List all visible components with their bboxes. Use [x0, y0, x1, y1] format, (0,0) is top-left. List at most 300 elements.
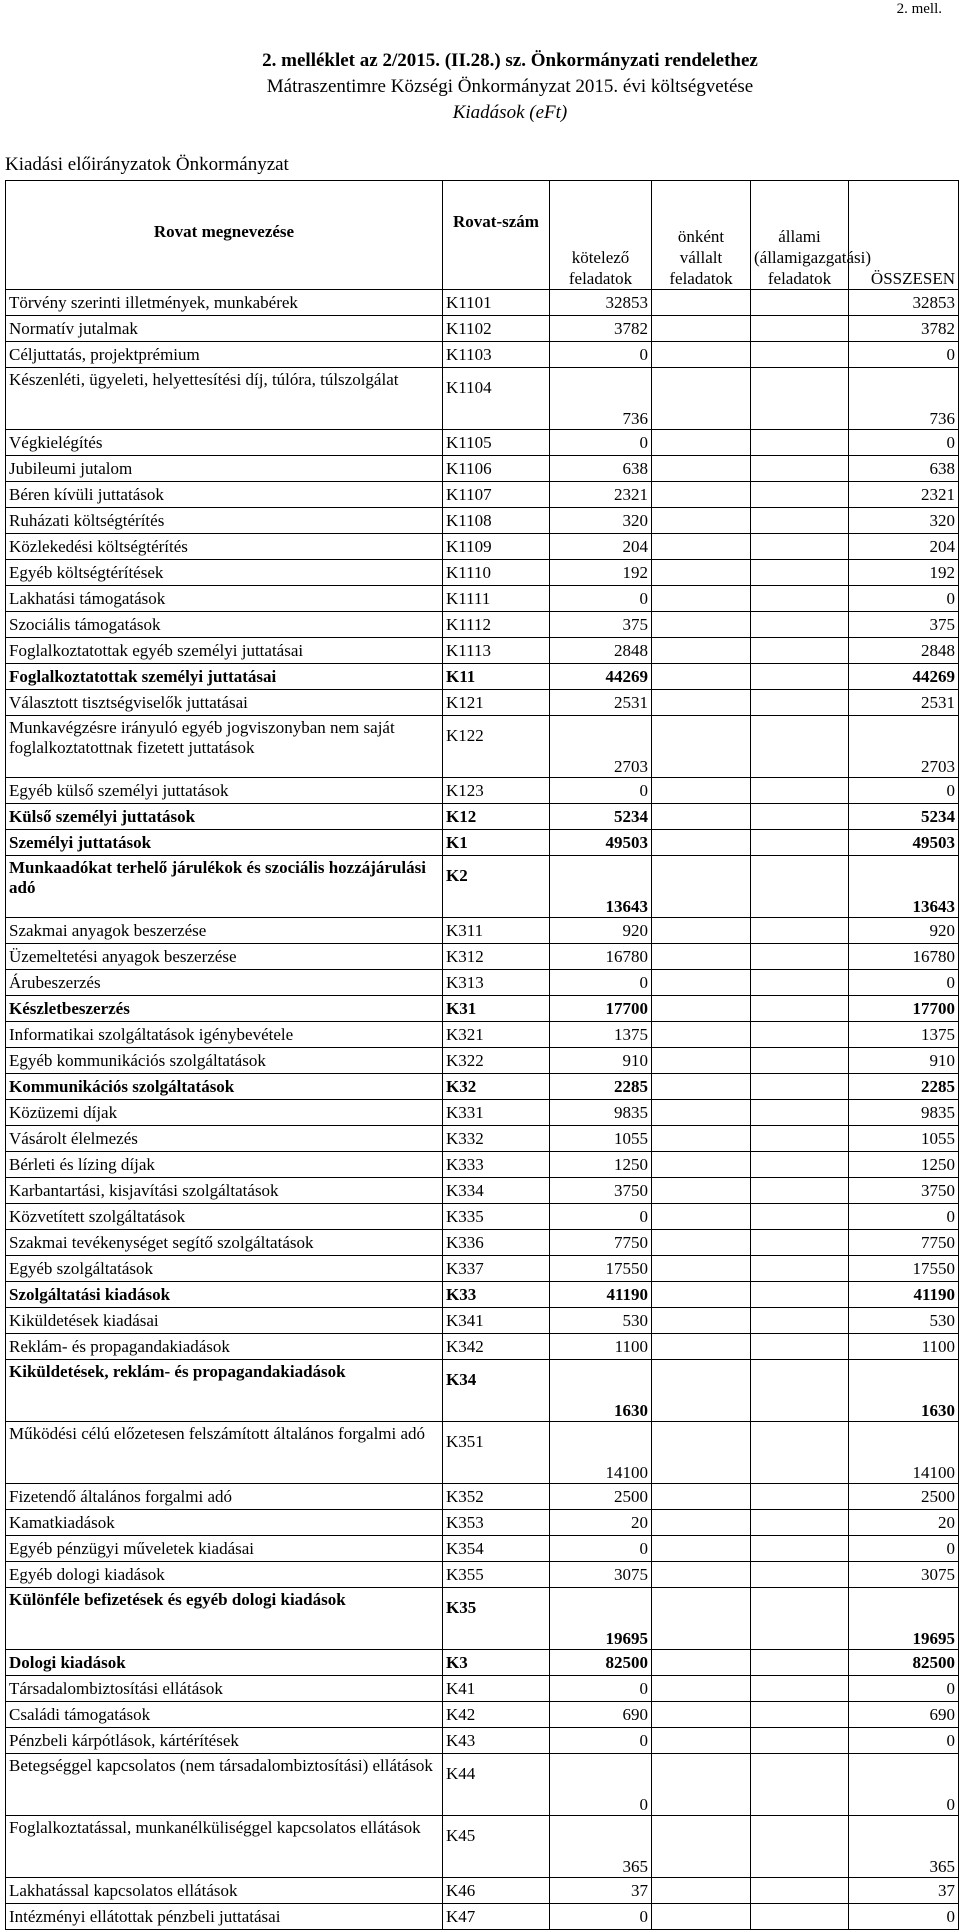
row-kotelezo: 5234 — [550, 804, 652, 830]
row-code: K341 — [443, 1308, 550, 1334]
table-row — [6, 1536, 959, 1562]
row-code: K3 — [443, 1650, 550, 1676]
row-name: Egyéb költségtérítések — [6, 560, 443, 586]
row-code: K1113 — [443, 638, 550, 664]
row-onkent — [652, 1676, 751, 1702]
header-osszesen: ÖSSZESEN — [849, 181, 959, 290]
table-row — [6, 1126, 959, 1152]
title-line-2: Mátraszentimre Községi Önkormányzat 2015. évi költségvetése — [266, 76, 754, 97]
row-name: Betegséggel kapcsolatos (nem társadalombiztosítási) ellátások — [6, 1754, 443, 1816]
row-allami — [751, 716, 849, 778]
row-name: Ruházati költségtérítés — [6, 508, 443, 534]
table-row — [6, 716, 959, 778]
row-name: Törvény szerinti illetmények, munkabérek — [6, 290, 443, 316]
row-allami — [751, 1650, 849, 1676]
row-osszesen: 2321 — [849, 482, 959, 508]
table-row — [6, 996, 959, 1022]
row-code: K312 — [443, 944, 550, 970]
row-allami — [751, 290, 849, 316]
row-allami — [751, 1904, 849, 1930]
row-code: K313 — [443, 970, 550, 996]
row-onkent — [652, 1484, 751, 1510]
row-onkent — [652, 944, 751, 970]
row-code: K1102 — [443, 316, 550, 342]
row-onkent — [652, 1152, 751, 1178]
row-allami — [751, 1022, 849, 1048]
row-kotelezo: 32853 — [550, 290, 652, 316]
row-code: K1103 — [443, 342, 550, 368]
row-osszesen: 0 — [849, 1676, 959, 1702]
row-name: Kiküldetések, reklám- és propagandakiadások — [6, 1360, 443, 1422]
row-osszesen: 44269 — [849, 664, 959, 690]
row-onkent — [652, 856, 751, 918]
row-osszesen: 0 — [849, 586, 959, 612]
row-osszesen: 530 — [849, 1308, 959, 1334]
row-onkent — [652, 482, 751, 508]
row-onkent — [652, 1878, 751, 1904]
row-code: K45 — [443, 1816, 550, 1878]
row-code: K47 — [443, 1904, 550, 1930]
table-row — [6, 804, 959, 830]
table-row — [6, 612, 959, 638]
row-kotelezo: 0 — [550, 430, 652, 456]
row-kotelezo: 2500 — [550, 1484, 652, 1510]
document-title — [0, 48, 960, 126]
row-name: Vásárolt élelmezés — [6, 1126, 443, 1152]
row-allami — [751, 482, 849, 508]
table-row — [6, 638, 959, 664]
table-row — [6, 1484, 959, 1510]
table-row — [6, 1152, 959, 1178]
row-osszesen: 2703 — [849, 716, 959, 778]
row-kotelezo: 16780 — [550, 944, 652, 970]
row-code: K12 — [443, 804, 550, 830]
row-kotelezo: 1250 — [550, 1152, 652, 1178]
row-name: Egyéb szolgáltatások — [6, 1256, 443, 1282]
row-name: Béren kívüli juttatások — [6, 482, 443, 508]
table-row — [6, 482, 959, 508]
row-onkent — [652, 1308, 751, 1334]
table-row — [6, 534, 959, 560]
row-allami — [751, 1728, 849, 1754]
table-row — [6, 690, 959, 716]
row-allami — [751, 778, 849, 804]
row-name: Különféle befizetések és egyéb dologi kiadások — [6, 1588, 443, 1650]
row-name: Kommunikációs szolgáltatások — [6, 1074, 443, 1100]
table-row — [6, 1100, 959, 1126]
row-osszesen: 1055 — [849, 1126, 959, 1152]
row-name: Lakhatással kapcsolatos ellátások — [6, 1878, 443, 1904]
row-osszesen: 3750 — [849, 1178, 959, 1204]
expenditure-table — [5, 180, 959, 1930]
row-code: K46 — [443, 1878, 550, 1904]
row-kotelezo: 1100 — [550, 1334, 652, 1360]
row-code: K321 — [443, 1022, 550, 1048]
table-row — [6, 1588, 959, 1650]
row-kotelezo: 13643 — [550, 856, 652, 918]
header-kotelezo: kötelező feladatok — [550, 181, 652, 290]
table-row — [6, 560, 959, 586]
row-kotelezo: 1055 — [550, 1126, 652, 1152]
table-row — [6, 970, 959, 996]
row-kotelezo: 0 — [550, 1904, 652, 1930]
row-kotelezo: 3782 — [550, 316, 652, 342]
row-osszesen: 365 — [849, 1816, 959, 1878]
table-row — [6, 1334, 959, 1360]
row-onkent — [652, 1816, 751, 1878]
row-allami — [751, 1152, 849, 1178]
row-onkent — [652, 778, 751, 804]
row-osszesen: 14100 — [849, 1422, 959, 1484]
row-onkent — [652, 1334, 751, 1360]
row-kotelezo: 49503 — [550, 830, 652, 856]
table-row — [6, 368, 959, 430]
row-name: Karbantartási, kisjavítási szolgáltatások — [6, 1178, 443, 1204]
row-osszesen: 736 — [849, 368, 959, 430]
row-name: Közüzemi díjak — [6, 1100, 443, 1126]
row-name: Foglalkoztatással, munkanélküliséggel kapcsolatos ellátások — [6, 1816, 443, 1878]
row-kotelezo: 3075 — [550, 1562, 652, 1588]
row-allami — [751, 1074, 849, 1100]
row-code: K122 — [443, 716, 550, 778]
row-osszesen: 1375 — [849, 1022, 959, 1048]
row-code: K34 — [443, 1360, 550, 1422]
row-allami — [751, 1256, 849, 1282]
row-onkent — [652, 1754, 751, 1816]
table-row — [6, 1282, 959, 1308]
row-osszesen: 638 — [849, 456, 959, 482]
row-name: Szakmai tevékenységet segítő szolgáltatások — [6, 1230, 443, 1256]
row-onkent — [652, 1536, 751, 1562]
row-kotelezo: 375 — [550, 612, 652, 638]
row-kotelezo: 0 — [550, 778, 652, 804]
row-code: K2 — [443, 856, 550, 918]
row-onkent — [652, 804, 751, 830]
row-onkent — [652, 1904, 751, 1930]
row-kotelezo: 638 — [550, 456, 652, 482]
row-osszesen: 32853 — [849, 290, 959, 316]
row-code: K352 — [443, 1484, 550, 1510]
row-onkent — [652, 830, 751, 856]
row-kotelezo: 365 — [550, 1816, 652, 1878]
table-row — [6, 1650, 959, 1676]
row-osszesen: 1630 — [849, 1360, 959, 1422]
row-code: K1110 — [443, 560, 550, 586]
row-code: K342 — [443, 1334, 550, 1360]
row-onkent — [652, 342, 751, 368]
row-onkent — [652, 638, 751, 664]
row-kotelezo: 1630 — [550, 1360, 652, 1422]
row-osszesen: 17550 — [849, 1256, 959, 1282]
table-row — [6, 1754, 959, 1816]
row-name: Árubeszerzés — [6, 970, 443, 996]
row-name: Egyéb dologi kiadások — [6, 1562, 443, 1588]
row-onkent — [652, 1360, 751, 1422]
row-osszesen: 0 — [849, 970, 959, 996]
row-name: Pénzbeli kárpótlások, kártérítések — [6, 1728, 443, 1754]
table-row — [6, 1562, 959, 1588]
row-code: K322 — [443, 1048, 550, 1074]
row-code: K1108 — [443, 508, 550, 534]
row-allami — [751, 1204, 849, 1230]
row-kotelezo: 920 — [550, 918, 652, 944]
row-osszesen: 0 — [849, 430, 959, 456]
row-onkent — [652, 430, 751, 456]
row-name: Családi támogatások — [6, 1702, 443, 1728]
table-row — [6, 1256, 959, 1282]
row-code: K1104 — [443, 368, 550, 430]
row-osszesen: 13643 — [849, 856, 959, 918]
row-allami — [751, 918, 849, 944]
row-code: K11 — [443, 664, 550, 690]
row-allami — [751, 1282, 849, 1308]
table-row — [6, 316, 959, 342]
row-onkent — [652, 690, 751, 716]
row-onkent — [652, 612, 751, 638]
row-kotelezo: 0 — [550, 1676, 652, 1702]
table-row — [6, 664, 959, 690]
row-allami — [751, 1178, 849, 1204]
row-allami — [751, 316, 849, 342]
row-name: Dologi kiadások — [6, 1650, 443, 1676]
row-osszesen: 192 — [849, 560, 959, 586]
row-code: K335 — [443, 1204, 550, 1230]
row-allami — [751, 1676, 849, 1702]
row-kotelezo: 19695 — [550, 1588, 652, 1650]
table-row — [6, 430, 959, 456]
row-osszesen: 1100 — [849, 1334, 959, 1360]
row-code: K1105 — [443, 430, 550, 456]
header-allami: állami (államigazgatási) feladatok — [751, 181, 849, 290]
row-kotelezo: 2285 — [550, 1074, 652, 1100]
row-onkent — [652, 970, 751, 996]
row-onkent — [652, 1204, 751, 1230]
row-name: Munkavégzésre irányuló egyéb jogviszonyban nem saját foglalkoztatottnak fizetett juttatások — [6, 716, 443, 778]
row-allami — [751, 342, 849, 368]
row-allami — [751, 1308, 849, 1334]
row-osszesen: 7750 — [849, 1230, 959, 1256]
row-onkent — [652, 290, 751, 316]
row-allami — [751, 970, 849, 996]
row-code: K1101 — [443, 290, 550, 316]
row-name: Lakhatási támogatások — [6, 586, 443, 612]
table-row — [6, 1904, 959, 1930]
row-kotelezo: 204 — [550, 534, 652, 560]
row-onkent — [652, 1048, 751, 1074]
title-line-1: 2. melléklet az 2/2015. (II.28.) sz. Önkormányzati rendelethez — [262, 50, 758, 71]
row-osszesen: 41190 — [849, 1282, 959, 1308]
row-osszesen: 0 — [849, 1754, 959, 1816]
table-row — [6, 290, 959, 316]
row-osszesen: 2285 — [849, 1074, 959, 1100]
table-row — [6, 1676, 959, 1702]
row-allami — [751, 944, 849, 970]
row-kotelezo: 0 — [550, 1204, 652, 1230]
row-allami — [751, 1510, 849, 1536]
row-name: Személyi juttatások — [6, 830, 443, 856]
row-name: Üzemeltetési anyagok beszerzése — [6, 944, 443, 970]
row-code: K337 — [443, 1256, 550, 1282]
row-onkent — [652, 1126, 751, 1152]
row-osszesen: 375 — [849, 612, 959, 638]
row-kotelezo: 9835 — [550, 1100, 652, 1126]
row-code: K333 — [443, 1152, 550, 1178]
row-osszesen: 2500 — [849, 1484, 959, 1510]
row-code: K121 — [443, 690, 550, 716]
row-name: Társadalombiztosítási ellátások — [6, 1676, 443, 1702]
row-name: Intézményi ellátottak pénzbeli juttatásai — [6, 1904, 443, 1930]
row-allami — [751, 1878, 849, 1904]
table-row — [6, 830, 959, 856]
row-name: Készletbeszerzés — [6, 996, 443, 1022]
row-onkent — [652, 1100, 751, 1126]
table-row — [6, 944, 959, 970]
row-code: K355 — [443, 1562, 550, 1588]
row-allami — [751, 638, 849, 664]
row-allami — [751, 1702, 849, 1728]
table-row — [6, 1816, 959, 1878]
row-allami — [751, 1816, 849, 1878]
row-osszesen: 82500 — [849, 1650, 959, 1676]
row-code: K41 — [443, 1676, 550, 1702]
row-kotelezo: 17550 — [550, 1256, 652, 1282]
table-row — [6, 456, 959, 482]
row-allami — [751, 1562, 849, 1588]
row-code: K336 — [443, 1230, 550, 1256]
row-allami — [751, 1484, 849, 1510]
row-name: Kiküldetések kiadásai — [6, 1308, 443, 1334]
row-kotelezo: 17700 — [550, 996, 652, 1022]
row-kotelezo: 1375 — [550, 1022, 652, 1048]
row-name: Végkielégítés — [6, 430, 443, 456]
row-osszesen: 0 — [849, 1536, 959, 1562]
row-name: Szociális támogatások — [6, 612, 443, 638]
row-allami — [751, 830, 849, 856]
row-kotelezo: 3750 — [550, 1178, 652, 1204]
row-name: Reklám- és propagandakiadások — [6, 1334, 443, 1360]
header-rovatszam: Rovat-szám — [443, 181, 550, 290]
row-osszesen: 37 — [849, 1878, 959, 1904]
row-kotelezo: 0 — [550, 342, 652, 368]
table-row — [6, 1360, 959, 1422]
row-allami — [751, 1048, 849, 1074]
row-kotelezo: 910 — [550, 1048, 652, 1074]
row-onkent — [652, 560, 751, 586]
table-row — [6, 1204, 959, 1230]
row-kotelezo: 0 — [550, 970, 652, 996]
row-allami — [751, 1422, 849, 1484]
row-onkent — [652, 586, 751, 612]
row-onkent — [652, 1562, 751, 1588]
row-osszesen: 920 — [849, 918, 959, 944]
row-osszesen: 16780 — [849, 944, 959, 970]
row-code: K1109 — [443, 534, 550, 560]
row-onkent — [652, 1728, 751, 1754]
row-osszesen: 3782 — [849, 316, 959, 342]
row-code: K334 — [443, 1178, 550, 1204]
row-osszesen: 0 — [849, 778, 959, 804]
row-kotelezo: 530 — [550, 1308, 652, 1334]
row-osszesen: 0 — [849, 342, 959, 368]
row-osszesen: 2848 — [849, 638, 959, 664]
row-name: Jubileumi jutalom — [6, 456, 443, 482]
table-row — [6, 1510, 959, 1536]
row-onkent — [652, 664, 751, 690]
row-kotelezo: 690 — [550, 1702, 652, 1728]
row-allami — [751, 1230, 849, 1256]
row-name: Készenléti, ügyeleti, helyettesítési díj, túlóra, túlszolgálat — [6, 368, 443, 430]
table-row — [6, 1048, 959, 1074]
table-row — [6, 1178, 959, 1204]
row-kotelezo: 20 — [550, 1510, 652, 1536]
table-header-row — [6, 181, 959, 290]
row-osszesen: 3075 — [849, 1562, 959, 1588]
title-line-3: Kiadások (eFt) — [452, 102, 568, 123]
row-allami — [751, 1360, 849, 1422]
row-allami — [751, 1126, 849, 1152]
row-allami — [751, 1100, 849, 1126]
row-name: Egyéb kommunikációs szolgáltatások — [6, 1048, 443, 1074]
row-osszesen: 19695 — [849, 1588, 959, 1650]
row-code: K1106 — [443, 456, 550, 482]
header-rovat-megnevezese: Rovat megnevezése — [6, 181, 443, 290]
row-kotelezo: 0 — [550, 1754, 652, 1816]
row-code: K331 — [443, 1100, 550, 1126]
row-onkent — [652, 1650, 751, 1676]
row-name: Munkaadókat terhelő járulékok és szociális hozzájárulási adó — [6, 856, 443, 918]
table-row — [6, 1308, 959, 1334]
row-code: K311 — [443, 918, 550, 944]
row-code: K351 — [443, 1422, 550, 1484]
row-name: Bérleti és lízing díjak — [6, 1152, 443, 1178]
row-onkent — [652, 1256, 751, 1282]
section-title: Kiadási előirányzatok Önkormányzat — [5, 154, 289, 175]
row-code: K1111 — [443, 586, 550, 612]
row-name: Normatív jutalmak — [6, 316, 443, 342]
row-kotelezo: 2531 — [550, 690, 652, 716]
row-kotelezo: 44269 — [550, 664, 652, 690]
row-onkent — [652, 1282, 751, 1308]
row-kotelezo: 2321 — [550, 482, 652, 508]
row-name: Működési célú előzetesen felszámított általános forgalmi adó — [6, 1422, 443, 1484]
row-allami — [751, 368, 849, 430]
row-osszesen: 910 — [849, 1048, 959, 1074]
row-osszesen: 5234 — [849, 804, 959, 830]
row-allami — [751, 560, 849, 586]
row-code: K123 — [443, 778, 550, 804]
table-row — [6, 1230, 959, 1256]
row-name: Szolgáltatási kiadások — [6, 1282, 443, 1308]
row-osszesen: 204 — [849, 534, 959, 560]
row-code: K354 — [443, 1536, 550, 1562]
row-onkent — [652, 918, 751, 944]
table-row — [6, 586, 959, 612]
table-row — [6, 1702, 959, 1728]
row-allami — [751, 1334, 849, 1360]
row-onkent — [652, 1178, 751, 1204]
row-allami — [751, 534, 849, 560]
table-row — [6, 508, 959, 534]
row-onkent — [652, 368, 751, 430]
row-kotelezo: 2848 — [550, 638, 652, 664]
row-kotelezo: 736 — [550, 368, 652, 430]
row-onkent — [652, 1022, 751, 1048]
row-name: Foglalkoztatottak személyi juttatásai — [6, 664, 443, 690]
row-code: K33 — [443, 1282, 550, 1308]
row-osszesen: 20 — [849, 1510, 959, 1536]
table-row — [6, 342, 959, 368]
row-onkent — [652, 316, 751, 342]
